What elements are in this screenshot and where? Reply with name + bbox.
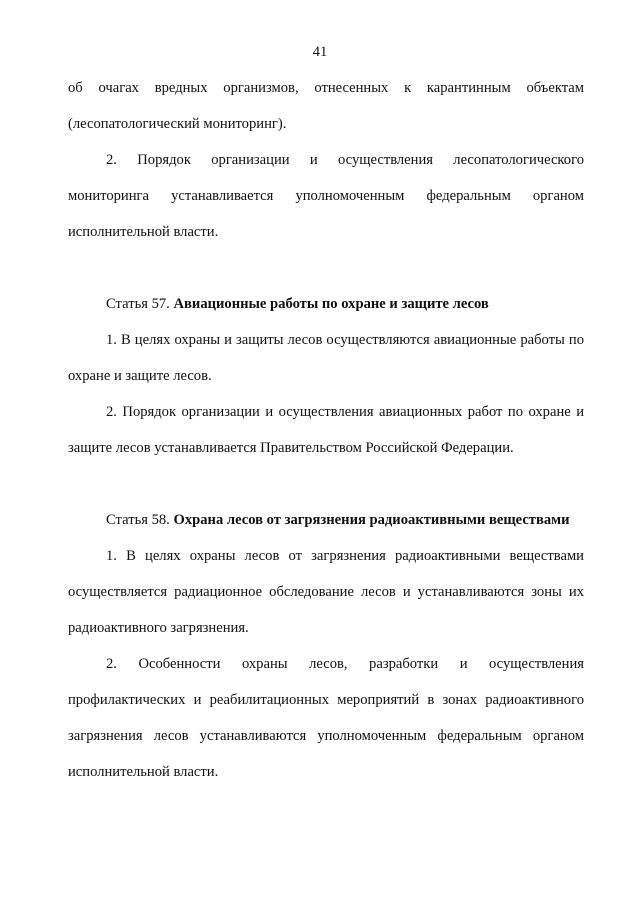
document-body xyxy=(68,70,584,790)
section-spacer xyxy=(68,250,584,286)
article-heading xyxy=(68,502,584,538)
section-spacer xyxy=(68,466,584,502)
article-heading xyxy=(68,286,584,322)
article-number: Статья 58. xyxy=(106,512,174,528)
paragraph: 2. Порядок организации и осуществления авиационных работ по охране и защите лесов устанавливается Правительством Российской Федерации. xyxy=(68,404,584,456)
paragraph: 1. В целях охраны лесов от загрязнения радиоактивными веществами осуществляется радиационное обследование лесов и устанавливаются зоны их радиоактивного загрязнения. xyxy=(68,548,584,636)
article-title: Охрана лесов от загрязнения радиоактивными веществами xyxy=(173,512,570,528)
paragraph: 1. В целях охраны и защиты лесов осуществляются авиационные работы по охране и защите лесов. xyxy=(68,332,584,384)
paragraph: об очагах вредных организмов, отнесенных к карантинным объектам (лесопатологический мониторинг). xyxy=(68,80,584,132)
paragraph: 2. Порядок организации и осуществления лесопатологического мониторинга устанавливается уполномоченным федеральным органом исполнительной власти. xyxy=(68,152,584,240)
page-number: 41 xyxy=(312,44,328,60)
article-number: Статья 57. xyxy=(106,296,174,312)
paragraph: 2. Особенности охраны лесов, разработки и осуществления профилактических и реабилитационных мероприятий в зонах радиоактивного загрязнения лесов устанавливаются уполномоченным федеральным органом исполнительной власти. xyxy=(68,656,584,780)
article-title: Авиационные работы по охране и защите лесов xyxy=(173,296,489,312)
